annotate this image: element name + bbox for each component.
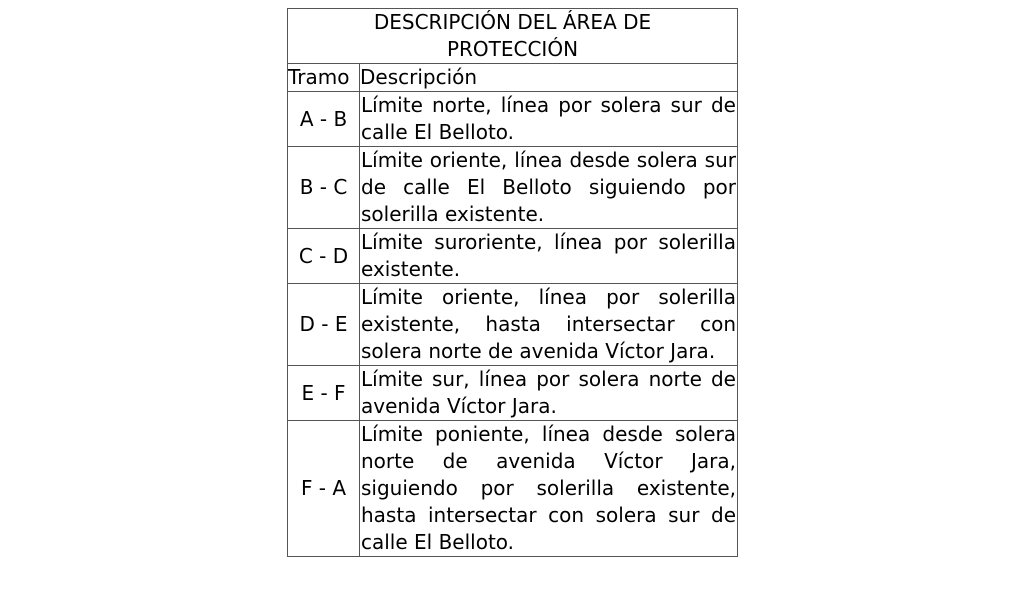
tramo-cell: E - F	[288, 366, 360, 421]
tramo-cell: B - C	[288, 147, 360, 229]
tramo-cell: D - E	[288, 284, 360, 366]
tramo-cell: A - B	[288, 92, 360, 147]
tramo-cell: C - D	[288, 229, 360, 284]
table-row	[288, 147, 738, 229]
table-row	[288, 366, 738, 421]
tramo-cell: F - A	[288, 421, 360, 557]
description-cell: Límite oriente, línea desde solera sur de calle El Belloto siguiendo por solerilla existente.	[360, 147, 738, 229]
title-row	[288, 9, 738, 64]
table-row	[288, 92, 738, 147]
protection-area-table	[287, 8, 738, 557]
header-tramo: Tramo	[288, 64, 360, 92]
description-cell: Límite sur, línea por solera norte de avenida Víctor Jara.	[360, 366, 738, 421]
description-cell: Límite oriente, línea por solerilla existente, hasta intersectar con solera norte de avenida Víctor Jara.	[360, 284, 738, 366]
header-row	[288, 64, 738, 92]
table-row	[288, 284, 738, 366]
header-descripcion: Descripción	[360, 64, 738, 92]
table-row	[288, 421, 738, 557]
table-row	[288, 229, 738, 284]
description-cell: Límite norte, línea por solera sur de calle El Belloto.	[360, 92, 738, 147]
description-cell: Límite poniente, línea desde solera norte de avenida Víctor Jara, siguiendo por solerilla existente, hasta intersectar con solera sur de calle El Belloto.	[360, 421, 738, 557]
description-cell: Límite suroriente, línea por solerilla existente.	[360, 229, 738, 284]
table-title: DESCRIPCIÓN DEL ÁREA DE PROTECCIÓN	[288, 9, 738, 64]
protection-area-table-wrap	[287, 8, 737, 557]
